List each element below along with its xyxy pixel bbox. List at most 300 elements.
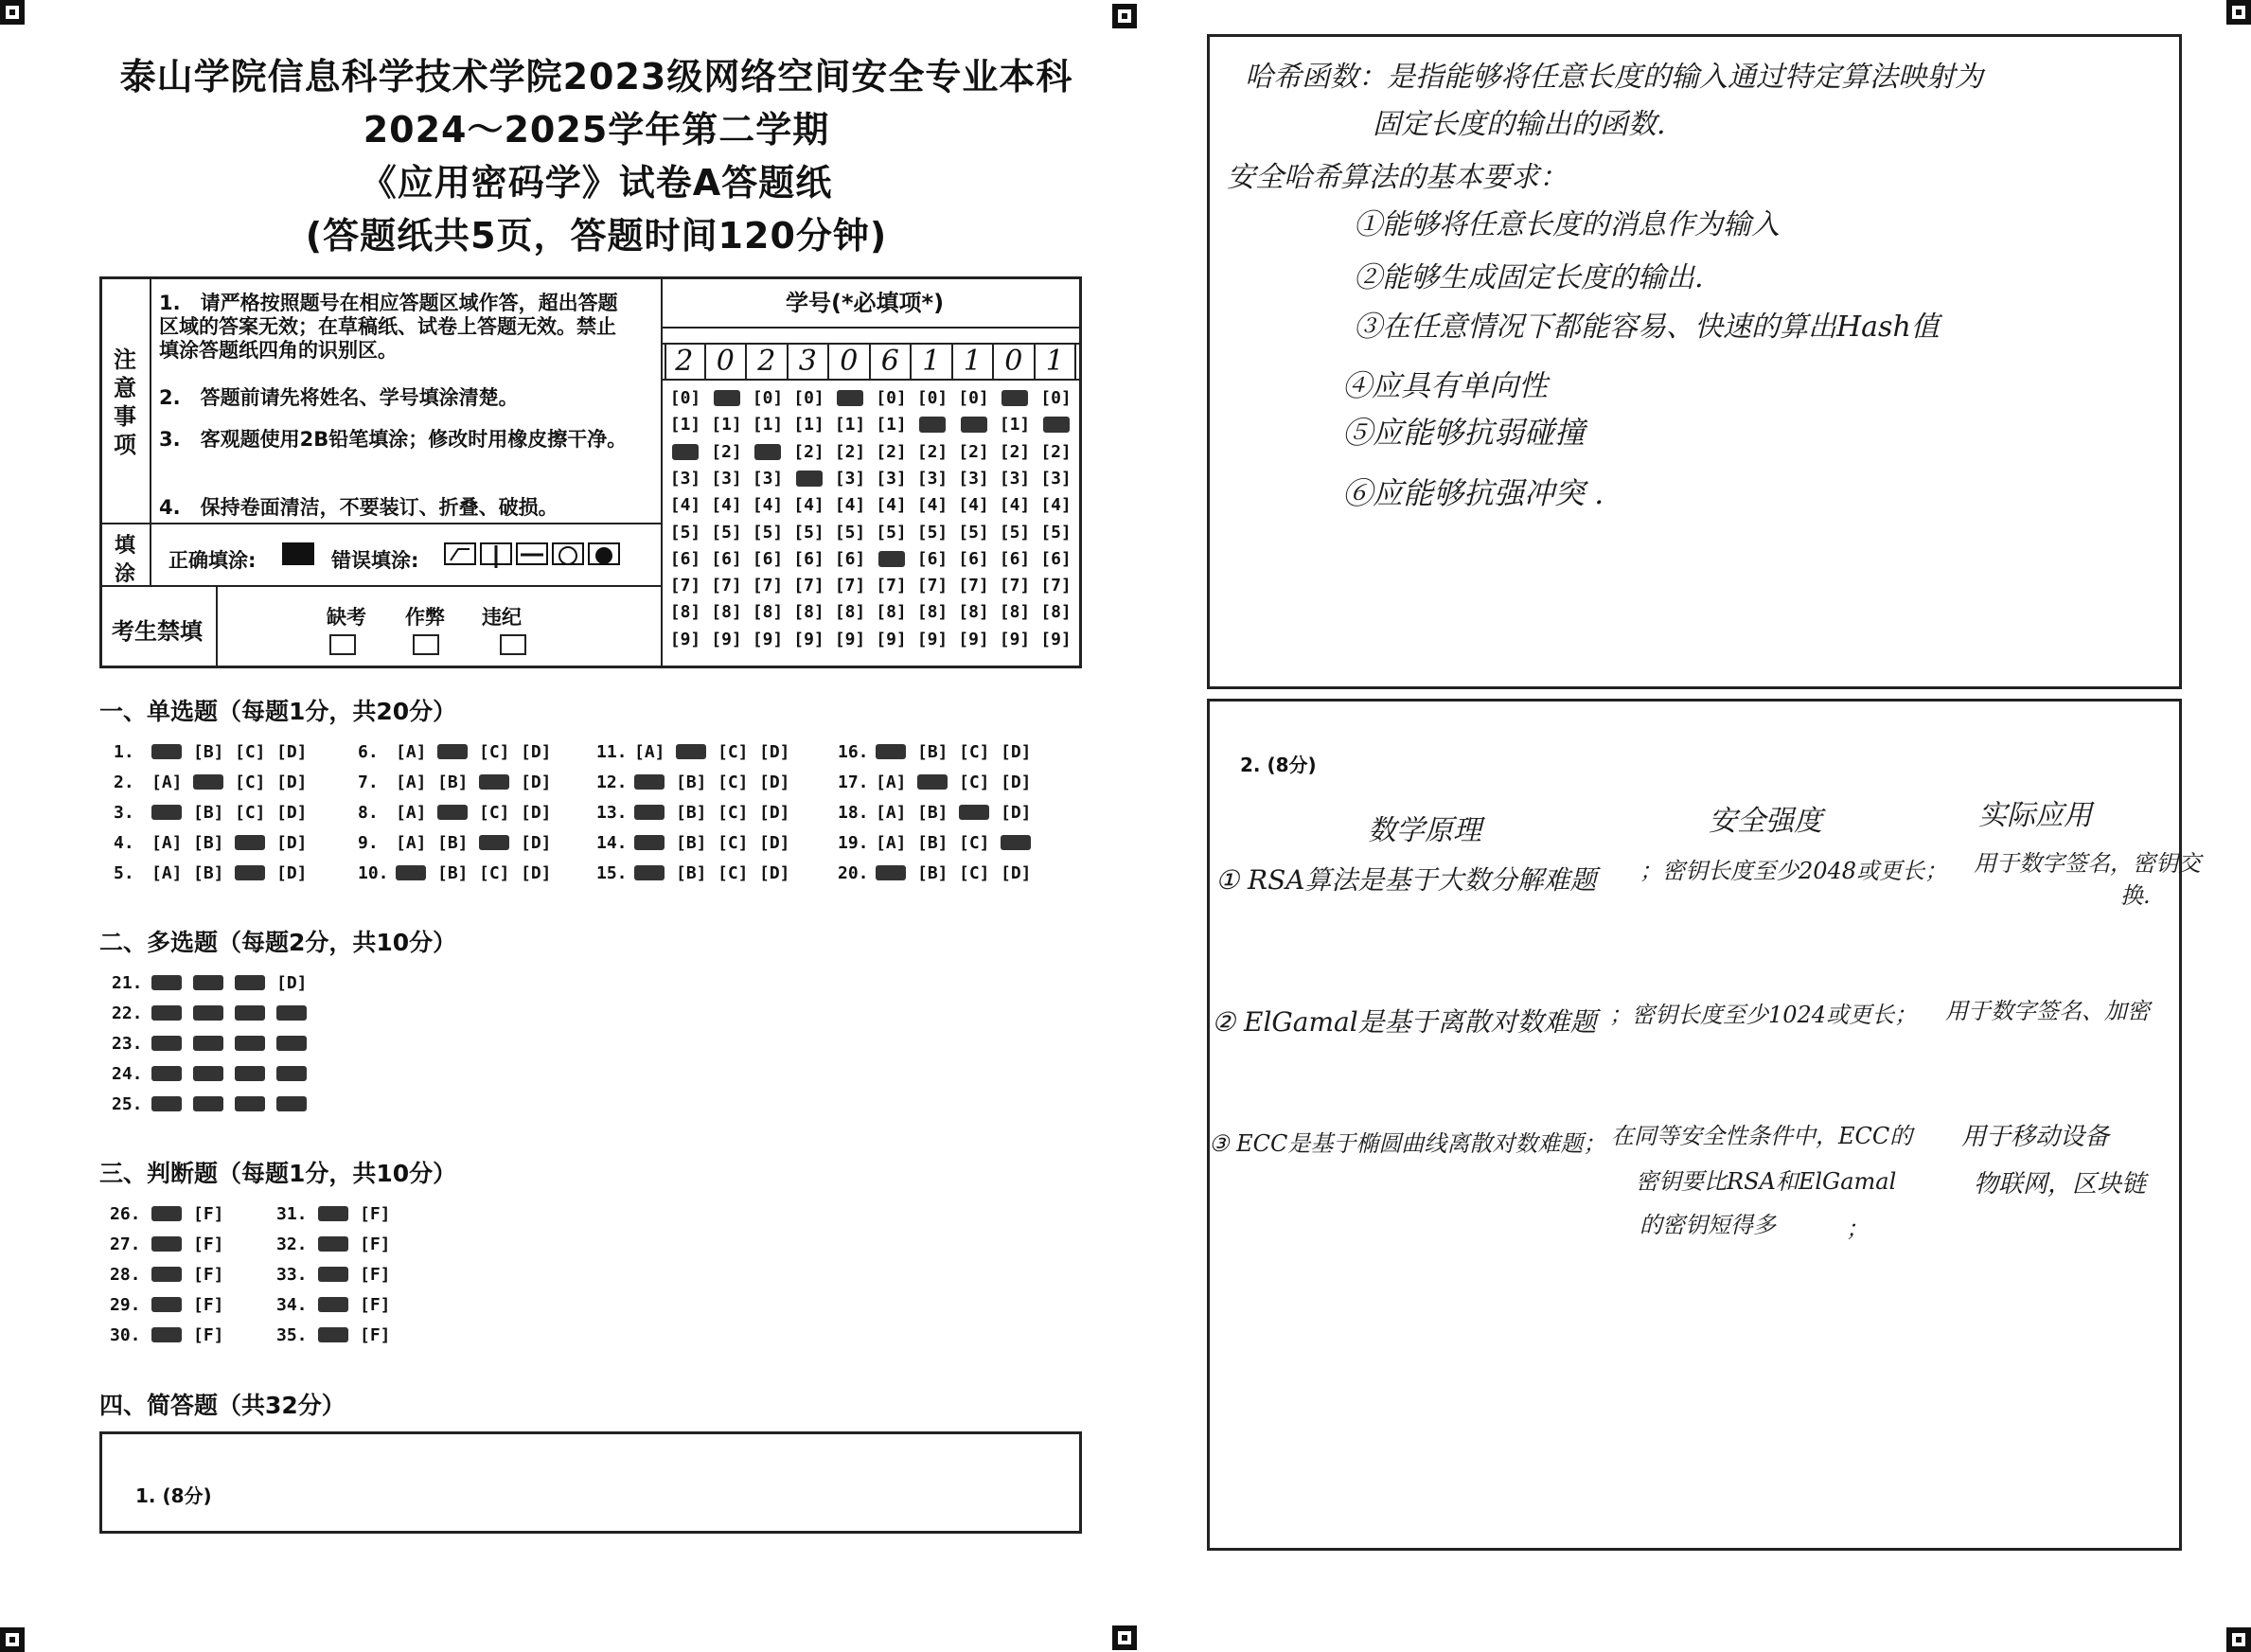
forbid-cheat-checkbox[interactable]	[413, 634, 439, 655]
option-bubble-c[interactable]	[235, 1004, 276, 1023]
student-id-bubble[interactable]: [7]	[834, 576, 866, 596]
option-bubble-d[interactable]: [D]	[1001, 803, 1032, 823]
q1-line-6: ③在任意情况下都能容易、快速的算出Hash值	[1354, 311, 1940, 344]
option-bubble-b[interactable]	[193, 1094, 235, 1114]
student-id-bubble[interactable]: [3]	[834, 468, 866, 488]
option-bubble-a[interactable]: [A]	[396, 742, 427, 762]
option-bubble-d[interactable]: [D]	[521, 863, 552, 883]
question-number: 21.	[112, 973, 143, 993]
q2-label: 2. (8分)	[1240, 754, 1317, 776]
student-id-bubble[interactable]: [5]	[834, 522, 866, 542]
option-bubble-c[interactable]	[235, 863, 276, 883]
option-bubble-b[interactable]: [B]	[917, 803, 948, 823]
option-bubble-d[interactable]: [D]	[276, 803, 308, 823]
q1-line-3: 安全哈希算法的基本要求：	[1227, 161, 1568, 194]
option-bubble-b[interactable]	[193, 1064, 235, 1084]
student-id-bubble[interactable]: [2]	[834, 441, 866, 462]
question-number: 14.	[596, 833, 628, 853]
student-id-bubble[interactable]: [8]	[1040, 602, 1072, 623]
q1-line-2: 固定长度的输出的函数.	[1373, 108, 1666, 141]
student-id-bubble[interactable]: [3]	[999, 468, 1031, 488]
q2-row3-math: ③ ECC是基于椭圆曲线离散对数难题；	[1209, 1130, 1606, 1157]
student-id-bubble[interactable]: [5]	[916, 522, 948, 542]
student-id-bubble[interactable]: [3]	[669, 468, 701, 488]
forbid-absent-checkbox[interactable]	[329, 634, 356, 655]
student-id-bubble[interactable]: [1]	[669, 415, 701, 435]
option-bubble-a[interactable]: [A]	[876, 833, 907, 853]
forbid-label: 考生禁填	[112, 618, 203, 645]
option-bubble-a[interactable]	[876, 863, 917, 883]
q2-header-strength: 安全强度	[1709, 805, 1822, 838]
option-bubble-f[interactable]: [F]	[193, 1204, 224, 1224]
multi-question	[112, 1034, 318, 1054]
single-question	[114, 803, 318, 823]
student-id-bubble[interactable]: [7]	[752, 576, 784, 596]
option-bubble-b[interactable]	[193, 973, 235, 993]
option-bubble-a[interactable]: [A]	[396, 773, 427, 792]
student-id-bubble[interactable]: [8]	[876, 602, 907, 623]
question-number: 3.	[114, 803, 134, 823]
q1-line-9: ⑥应能够抗强冲突 .	[1342, 475, 1604, 511]
question-number: 32.	[276, 1235, 308, 1254]
student-id-bubble[interactable]: [4]	[916, 495, 948, 516]
option-bubble-c[interactable]	[479, 773, 521, 792]
student-id-bubble[interactable]: [2]	[711, 441, 742, 462]
question-number: 23.	[112, 1034, 143, 1054]
option-bubble-d[interactable]: [D]	[276, 833, 308, 853]
option-bubble-a[interactable]	[151, 1034, 193, 1054]
single-question	[838, 863, 1042, 883]
correct-fill-sample	[282, 542, 314, 565]
student-id-bubble[interactable]: [3]	[958, 468, 989, 488]
option-bubble-b[interactable]: [B]	[917, 833, 948, 853]
q2-header-math: 数学原理	[1368, 814, 1481, 847]
q2-row3-strength-3: 的密钥短得多	[1640, 1212, 1776, 1238]
student-id-bubble[interactable]: [9]	[834, 629, 866, 649]
student-id-title: 学号(*必填项*)	[786, 290, 945, 316]
option-bubble-a[interactable]	[634, 773, 676, 792]
question-number: 4.	[114, 833, 134, 853]
option-bubble-d[interactable]	[276, 1034, 318, 1054]
option-bubble-d[interactable]: [D]	[521, 773, 552, 792]
option-bubble-a[interactable]: [A]	[876, 773, 907, 792]
q1-line-8: ⑤应能够抗弱碰撞	[1342, 415, 1586, 451]
student-id-bubble[interactable]: [6]	[711, 548, 742, 569]
student-id-bubble[interactable]: [4]	[999, 495, 1031, 516]
option-bubble-b[interactable]: [B]	[917, 742, 948, 762]
student-id-bubble[interactable]: [6]	[793, 548, 824, 569]
option-bubble-f[interactable]: [F]	[193, 1325, 224, 1345]
note-2: 2. 答题前请先将姓名、学号填涂清楚。	[159, 386, 519, 409]
student-id-bubble[interactable]: [3]	[916, 468, 948, 488]
option-bubble-t[interactable]	[318, 1325, 360, 1345]
student-id-bubble[interactable]: [0]	[876, 388, 907, 408]
student-id-bubble[interactable]	[996, 388, 1034, 408]
option-bubble-c[interactable]: [C]	[479, 803, 510, 823]
option-bubble-c[interactable]: [C]	[479, 863, 510, 883]
student-id-bubble[interactable]: [9]	[711, 629, 742, 649]
student-id-bubble[interactable]: [9]	[876, 629, 907, 649]
option-bubble-f[interactable]: [F]	[360, 1265, 391, 1285]
option-bubble-f[interactable]: [F]	[193, 1295, 224, 1315]
student-id-bubble[interactable]: [2]	[958, 441, 989, 462]
student-id-bubble[interactable]: [4]	[1040, 495, 1072, 516]
single-question	[596, 833, 801, 853]
option-bubble-d[interactable]: [D]	[759, 833, 790, 853]
option-bubble-d[interactable]: [D]	[521, 833, 552, 853]
option-bubble-f[interactable]: [F]	[193, 1265, 224, 1285]
student-id-bubble[interactable]: [8]	[793, 602, 824, 623]
option-bubble-b[interactable]: [B]	[437, 833, 469, 853]
student-id-bubble[interactable]: [3]	[752, 468, 784, 488]
question-number: 5.	[114, 863, 134, 883]
option-bubble-c[interactable]: [C]	[235, 803, 266, 823]
student-id-bubble[interactable]: [1]	[834, 415, 866, 435]
q2-row3-strength-4: ；	[1846, 1216, 1869, 1242]
judge-question	[110, 1204, 235, 1224]
student-id-bubble[interactable]: [4]	[958, 495, 989, 516]
student-id-digit: 0	[994, 345, 1036, 379]
student-id-bubble[interactable]: [5]	[876, 522, 907, 542]
option-bubble-b[interactable]	[193, 773, 235, 792]
option-bubble-d[interactable]: [D]	[759, 803, 790, 823]
option-bubble-c[interactable]	[479, 833, 521, 853]
section-short-title: 四、简答题（共32分）	[99, 1392, 346, 1419]
option-bubble-d[interactable]: [D]	[521, 742, 552, 762]
student-id-bubble[interactable]: [9]	[793, 629, 824, 649]
option-bubble-c[interactable]: [C]	[718, 803, 749, 823]
option-bubble-b[interactable]: [B]	[193, 803, 224, 823]
student-id-bubble[interactable]: [2]	[916, 441, 948, 462]
option-bubble-c[interactable]: [C]	[718, 863, 749, 883]
student-id-bubble[interactable]: [8]	[958, 602, 989, 623]
student-id-bubble[interactable]: [2]	[999, 441, 1031, 462]
student-id-bubble[interactable]	[873, 549, 911, 569]
student-id-bubble[interactable]: [9]	[999, 629, 1031, 649]
forbid-absent-label: 缺考	[327, 606, 366, 629]
student-id-bubble[interactable]: [4]	[834, 495, 866, 516]
option-bubble-b[interactable]: [B]	[193, 863, 224, 883]
option-bubble-t[interactable]	[318, 1265, 360, 1285]
question-number: 8.	[358, 803, 379, 823]
option-bubble-c[interactable]	[235, 973, 276, 993]
student-id-bubble[interactable]: [4]	[793, 495, 824, 516]
student-id-bubble[interactable]: [2]	[1040, 441, 1072, 462]
question-number: 30.	[110, 1325, 141, 1345]
q1-line-1: 哈希函数：是指能够将任意长度的输入通过特定算法映射为	[1245, 61, 1983, 94]
q2-header-app: 实际应用	[1978, 799, 2092, 832]
q1-line-4: ①能够将任意长度的消息作为输入	[1354, 208, 1780, 241]
question-number: 16.	[838, 742, 869, 762]
forbid-cheat-label: 作弊	[405, 606, 445, 629]
student-id-bubble[interactable]: [8]	[916, 602, 948, 623]
option-bubble-b[interactable]: [B]	[437, 773, 469, 792]
option-bubble-t[interactable]	[151, 1265, 193, 1285]
question-number: 31.	[276, 1204, 308, 1224]
option-bubble-d[interactable]: [D]	[1001, 863, 1032, 883]
judge-question	[110, 1265, 235, 1285]
student-id-bubble[interactable]	[955, 415, 993, 435]
single-question	[114, 742, 318, 762]
student-id-digit: 1	[953, 345, 995, 379]
option-bubble-a[interactable]	[876, 742, 917, 762]
option-bubble-d[interactable]: [D]	[276, 773, 308, 792]
q2-row3-strength-1: 在同等安全性条件中，ECC的	[1611, 1123, 1913, 1149]
student-id-bubble[interactable]: [5]	[711, 522, 742, 542]
single-question	[596, 742, 801, 762]
student-id-bubble[interactable]: [7]	[958, 576, 989, 596]
student-id-bubble[interactable]: [4]	[669, 495, 701, 516]
student-id-bubble[interactable]: [8]	[834, 602, 866, 623]
fill-label: 填涂	[114, 534, 135, 586]
option-bubble-d[interactable]	[276, 1094, 318, 1114]
option-bubble-t[interactable]	[318, 1295, 360, 1315]
student-id-bubble[interactable]	[666, 442, 704, 462]
option-bubble-a[interactable]	[151, 1064, 193, 1084]
question-number: 12.	[596, 773, 628, 792]
student-id-bubble[interactable]: [0]	[752, 388, 784, 408]
student-id-bubble[interactable]: [6]	[752, 548, 784, 569]
student-id-bubble[interactable]	[708, 388, 746, 408]
student-id-bubble[interactable]: [0]	[1040, 388, 1072, 408]
option-bubble-a[interactable]	[151, 803, 193, 823]
option-bubble-a[interactable]: [A]	[396, 803, 427, 823]
multi-question	[112, 1094, 318, 1114]
student-id-bubble[interactable]: [1]	[793, 415, 824, 435]
student-id-bubble[interactable]: [8]	[752, 602, 784, 623]
option-bubble-a[interactable]: [A]	[151, 773, 183, 792]
student-id-bubble[interactable]	[790, 469, 828, 488]
student-id-bubble[interactable]: [9]	[1040, 629, 1072, 649]
option-bubble-c[interactable]: [C]	[479, 742, 510, 762]
student-id-bubble[interactable]	[913, 415, 951, 435]
student-id-bubble[interactable]: [0]	[958, 388, 989, 408]
student-id-bubble[interactable]: [7]	[999, 576, 1031, 596]
corner-marker-top-mid	[1112, 4, 1137, 28]
option-bubble-b[interactable]: [B]	[676, 803, 707, 823]
option-bubble-d[interactable]: [D]	[276, 742, 308, 762]
student-id-bubble[interactable]: [5]	[958, 522, 989, 542]
student-id-bubble[interactable]: [0]	[793, 388, 824, 408]
student-id-bubble[interactable]: [6]	[916, 548, 948, 569]
student-id-bubble[interactable]: [7]	[669, 576, 701, 596]
option-bubble-b[interactable]	[437, 803, 479, 823]
option-bubble-f[interactable]: [F]	[193, 1235, 224, 1254]
option-bubble-d[interactable]: [D]	[276, 863, 308, 883]
option-bubble-b[interactable]	[193, 1034, 235, 1054]
student-id-bubble[interactable]: [5]	[669, 522, 701, 542]
student-id-bubble[interactable]: [1]	[876, 415, 907, 435]
option-bubble-a[interactable]	[634, 863, 676, 883]
student-id-bubble[interactable]: [0]	[916, 388, 948, 408]
student-id-bubble[interactable]: [7]	[916, 576, 948, 596]
option-bubble-c[interactable]	[235, 833, 276, 853]
student-id-bubble[interactable]: [2]	[876, 441, 907, 462]
option-bubble-a[interactable]	[151, 742, 193, 762]
option-bubble-d[interactable]: [D]	[276, 973, 308, 993]
option-bubble-a[interactable]: [A]	[151, 863, 183, 883]
student-id-bubble[interactable]: [7]	[876, 576, 907, 596]
judge-question	[276, 1204, 401, 1224]
option-bubble-a[interactable]	[396, 863, 437, 883]
option-bubble-f[interactable]: [F]	[360, 1235, 391, 1254]
option-bubble-c[interactable]	[235, 1034, 276, 1054]
correct-fill-label: 正确填涂:	[168, 549, 257, 572]
student-id-digit: 1	[1036, 345, 1077, 379]
student-id-bubble[interactable]: [5]	[752, 522, 784, 542]
option-bubble-a[interactable]: [A]	[396, 833, 427, 853]
q2-row3-app-2: 物联网，区块链	[1974, 1170, 2147, 1199]
option-bubble-t[interactable]	[151, 1235, 193, 1254]
student-id-bubble[interactable]: [6]	[999, 548, 1031, 569]
option-bubble-d[interactable]	[276, 1064, 318, 1084]
judge-question	[276, 1295, 401, 1315]
student-id-bubble[interactable]: [9]	[916, 629, 948, 649]
option-bubble-t[interactable]	[151, 1295, 193, 1315]
student-id-bubble[interactable]: [5]	[1040, 522, 1072, 542]
single-question	[358, 742, 562, 762]
multi-question	[112, 1004, 318, 1023]
student-id-digit: 0	[706, 345, 748, 379]
judge-question	[110, 1325, 235, 1345]
option-bubble-b[interactable]: [B]	[676, 833, 707, 853]
option-bubble-t[interactable]	[318, 1204, 360, 1224]
question-number: 24.	[112, 1064, 143, 1084]
student-id-bubble[interactable]: [1]	[711, 415, 742, 435]
option-bubble-a[interactable]	[151, 1094, 193, 1114]
option-bubble-a[interactable]: [A]	[151, 833, 183, 853]
option-bubble-d[interactable]: [D]	[1001, 773, 1032, 792]
option-bubble-d[interactable]: [D]	[759, 863, 790, 883]
single-question	[596, 773, 801, 792]
option-bubble-b[interactable]: [B]	[917, 863, 948, 883]
option-bubble-c[interactable]: [C]	[718, 773, 749, 792]
student-id-bubble[interactable]: [5]	[793, 522, 824, 542]
option-bubble-a[interactable]	[634, 803, 676, 823]
student-id-bubble[interactable]	[831, 388, 869, 408]
single-question	[358, 833, 562, 853]
student-id-bubble[interactable]: [3]	[1040, 468, 1072, 488]
single-question	[838, 742, 1042, 762]
single-question	[596, 863, 801, 883]
option-bubble-d[interactable]	[276, 1004, 318, 1023]
student-id-bubble[interactable]: [1]	[752, 415, 784, 435]
student-id-bubble[interactable]: [6]	[1040, 548, 1072, 569]
student-id-bubble[interactable]: [8]	[669, 602, 701, 623]
student-id-bubble[interactable]: [2]	[793, 441, 824, 462]
student-id-bubble[interactable]: [7]	[1040, 576, 1072, 596]
q1-line-5: ②能够生成固定长度的输出.	[1354, 261, 1704, 294]
option-bubble-f[interactable]: [F]	[360, 1295, 391, 1315]
header-term: 2024～2025学年第二学期	[363, 109, 830, 151]
option-bubble-d[interactable]: [D]	[759, 742, 790, 762]
student-id-bubble[interactable]: [4]	[752, 495, 784, 516]
student-id-bubble[interactable]: [8]	[711, 602, 742, 623]
option-bubble-d[interactable]: [D]	[1001, 742, 1032, 762]
option-bubble-c[interactable]	[959, 803, 1001, 823]
option-bubble-a[interactable]	[634, 833, 676, 853]
option-bubble-c[interactable]	[235, 1094, 276, 1114]
option-bubble-c[interactable]: [C]	[959, 863, 990, 883]
student-id-bubble[interactable]: [4]	[876, 495, 907, 516]
student-id-bubble[interactable]: [6]	[669, 548, 701, 569]
student-id-bubble[interactable]: [5]	[999, 522, 1031, 542]
forbid-violation-checkbox[interactable]	[500, 634, 526, 655]
option-bubble-a[interactable]: [A]	[634, 742, 665, 762]
judge-question	[110, 1295, 235, 1315]
option-bubble-c[interactable]: [C]	[718, 833, 749, 853]
option-bubble-b[interactable]	[193, 1004, 235, 1023]
option-bubble-d[interactable]: [D]	[521, 803, 552, 823]
option-bubble-b[interactable]: [B]	[193, 742, 224, 762]
student-id-bubble[interactable]: [8]	[999, 602, 1031, 623]
option-bubble-a[interactable]: [A]	[876, 803, 907, 823]
option-bubble-t[interactable]	[318, 1235, 360, 1254]
option-bubble-c[interactable]: [C]	[235, 742, 266, 762]
student-id-bubble[interactable]: [3]	[711, 468, 742, 488]
student-id-bubble[interactable]: [4]	[711, 495, 742, 516]
option-bubble-c[interactable]	[235, 1064, 276, 1084]
option-bubble-b[interactable]: [B]	[193, 833, 224, 853]
option-bubble-c[interactable]: [C]	[959, 773, 990, 792]
student-id-bubble[interactable]: [6]	[958, 548, 989, 569]
student-id-bubble[interactable]: [7]	[711, 576, 742, 596]
student-id-bubble[interactable]: [9]	[958, 629, 989, 649]
option-bubble-c[interactable]: [C]	[959, 742, 990, 762]
notes-label: 注意事项	[114, 346, 136, 458]
option-bubble-a[interactable]	[151, 973, 193, 993]
option-bubble-c[interactable]: [C]	[718, 742, 749, 762]
option-bubble-d[interactable]	[1001, 833, 1042, 853]
student-id-bubble[interactable]: [9]	[752, 629, 784, 649]
option-bubble-d[interactable]: [D]	[759, 773, 790, 792]
option-bubble-c[interactable]: [C]	[959, 833, 990, 853]
judge-question	[276, 1235, 401, 1254]
question-number: 17.	[838, 773, 869, 792]
judge-question	[276, 1325, 401, 1345]
q2-row1-math: ① RSA算法是基于大数分解难题	[1215, 864, 1597, 896]
student-id-bubble[interactable]: [1]	[999, 415, 1031, 435]
option-bubble-a[interactable]	[151, 1004, 193, 1023]
option-bubble-b[interactable]: [B]	[676, 863, 707, 883]
student-id-bubble[interactable]: [9]	[669, 629, 701, 649]
judge-question	[110, 1235, 235, 1254]
question-number: 1.	[114, 742, 134, 762]
student-id-bubble[interactable]: [0]	[669, 388, 701, 408]
option-bubble-c[interactable]: [C]	[235, 773, 266, 792]
corner-marker-bottom-right	[2226, 1627, 2251, 1652]
option-bubble-t[interactable]	[151, 1325, 193, 1345]
question-number: 27.	[110, 1235, 141, 1254]
option-bubble-b[interactable]: [B]	[676, 773, 707, 792]
student-id-bubble[interactable]: [3]	[876, 468, 907, 488]
option-bubble-b[interactable]	[917, 773, 959, 792]
option-bubble-f[interactable]: [F]	[360, 1325, 391, 1345]
student-id-bubble[interactable]	[1037, 415, 1075, 435]
question-number: 18.	[838, 803, 869, 823]
student-id-bubble[interactable]: [6]	[834, 548, 866, 569]
option-bubble-t[interactable]	[151, 1204, 193, 1224]
student-id-bubble[interactable]: [7]	[793, 576, 824, 596]
option-bubble-b[interactable]	[437, 742, 479, 762]
option-bubble-f[interactable]: [F]	[360, 1204, 391, 1224]
option-bubble-b[interactable]: [B]	[437, 863, 469, 883]
q2-row1-strength: ；密钥长度至少2048或更长；	[1640, 858, 1948, 884]
q2-row2-math: ② ElGamal是基于离散对数难题	[1212, 1006, 1597, 1038]
q2-row2-strength: ；密钥长度至少1024或更长；	[1609, 1002, 1918, 1028]
option-bubble-b[interactable]	[676, 742, 718, 762]
student-id-bubble[interactable]	[749, 442, 787, 462]
